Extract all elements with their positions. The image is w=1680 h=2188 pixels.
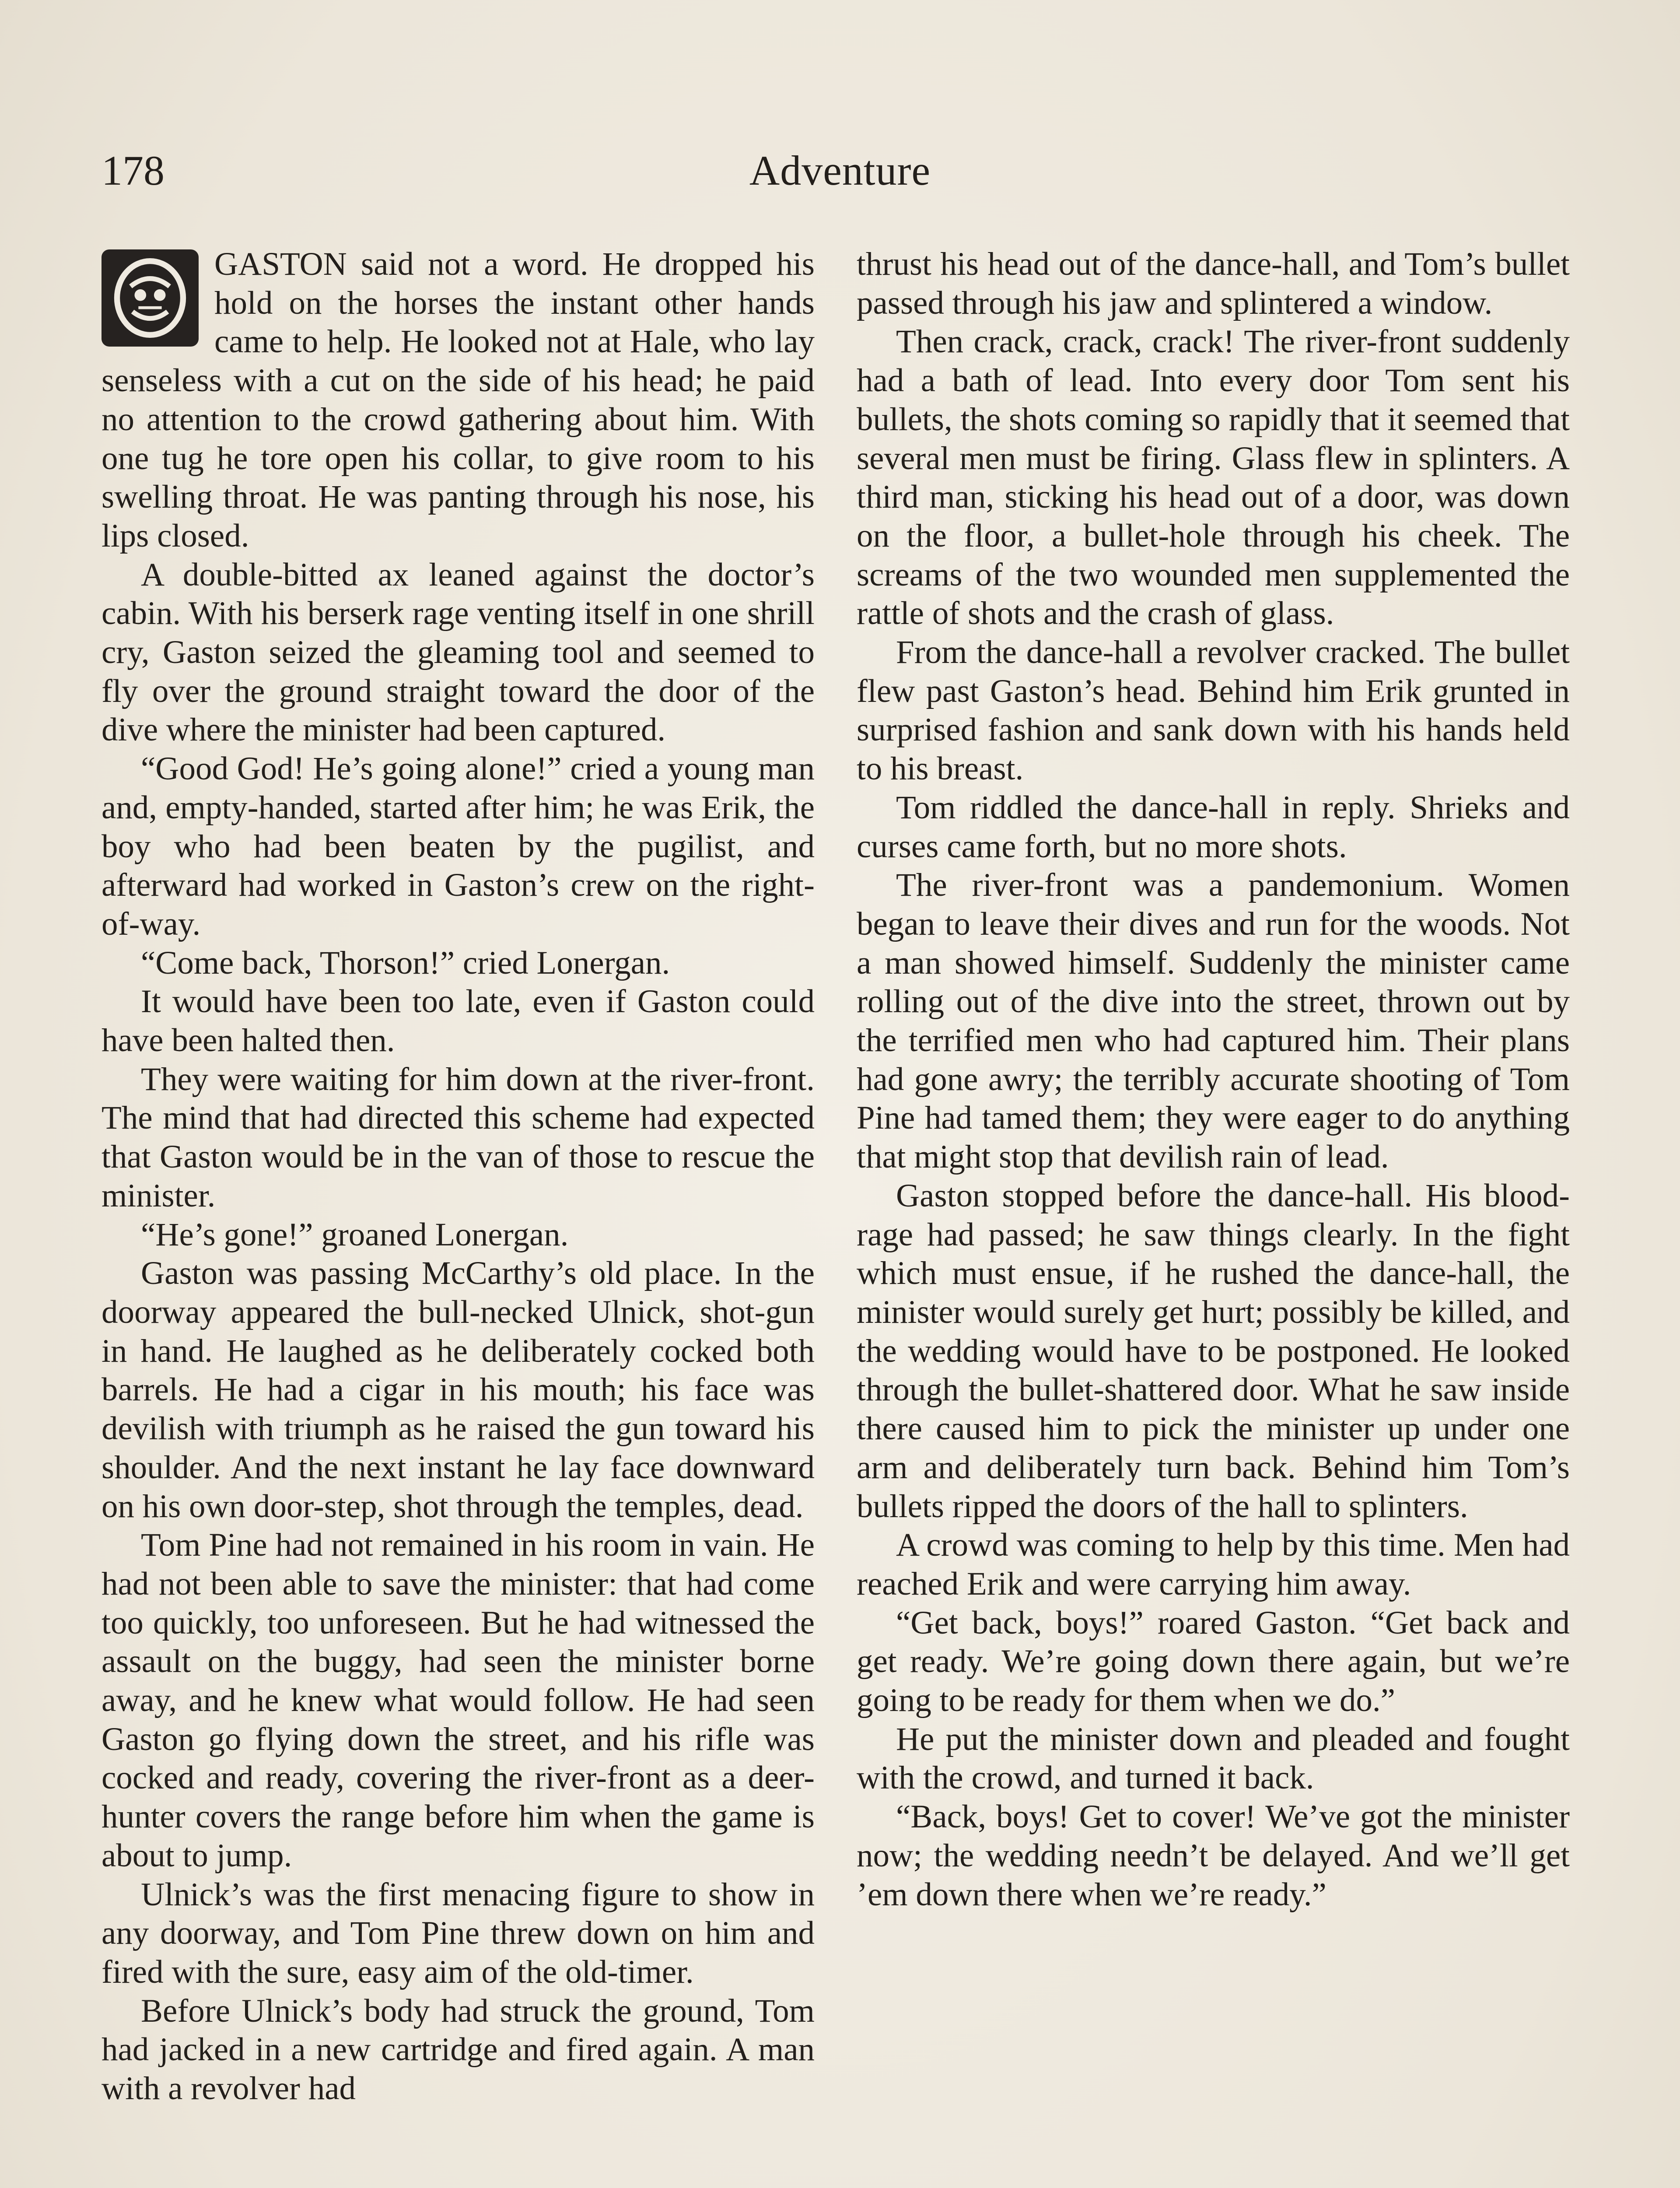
paragraph: Gaston stopped before the dance-hall. His blood-rage had passed; he saw things clearly. In the fight which must ensue, if he rushed the dance-hall, the minister would surely get hurt; possibly be killed, and the wedding would have to be postponed. He looked through the bullet-shattered door. What he saw inside there caused him to pick the minister up under one arm and deliberately turn back. Behind him Tom’s bullets ripped the doors of the hall to splinters. <box>857 1177 1570 1525</box>
paragraph: A double-bitted ax leaned against the doctor’s cabin. With his berserk rage venting itself in one shrill cry, Gaston seized the gleaming tool and seemed to fly over the ground straight toward the door of the dive where the minister had been captured. <box>102 556 815 748</box>
paragraph: thrust his head out of the dance-hall, and Tom’s bullet passed through his jaw and splintered a window. <box>857 246 1570 321</box>
paragraph: Gaston was passing McCarthy’s old place. In the doorway appeared the bull-necked Ulnick, shot-gun in hand. He laughed as he deliberately cocked both barrels. He had a cigar in his mouth; his face was devilish with triumph as he raised the gun toward his shoulder. And the next instant he lay face downward on his own door-step, shot through the temples, dead. <box>102 1255 815 1525</box>
paragraph: “He’s gone!” groaned Lonergan. <box>141 1216 569 1253</box>
paragraph: They were waiting for him down at the river-front. The mind that had directed this scheme had expected that Gaston would be in the van of those to rescue the minister. <box>102 1061 815 1214</box>
paragraph: Ulnick’s was the first menacing figure to show in any doorway, and Tom Pine threw down on him and fired with the sure, easy aim of the old-timer. <box>102 1876 815 1990</box>
left-column <box>102 245 815 2108</box>
paragraph: Then crack, crack, crack! The river-front suddenly had a bath of lead. Into every door Tom sent his bullets, the shots coming so rapidly that it seemed that several men must be firing. Glass flew in splinters. A third man, sticking his head out of a door, was down on the floor, a bullet-hole through his cheek. The screams of the two wounded men supplemented the rattle of shots and the crash of glass. <box>857 323 1570 632</box>
paragraph: A crowd was coming to help by this time. Men had reached Erik and were carrying him away. <box>857 1527 1570 1602</box>
page-number: 178 <box>102 147 164 194</box>
page-header <box>102 140 1578 201</box>
paragraph: The river-front was a pandemonium. Women began to leave their dives and run for the woods. Not a man showed himself. Suddenly the minister came rolling out of the dive into the street, thrown out by the terrified men who had captured him. Their plans had gone awry; the terribly accurate shooting of Tom Pine had tamed them; they were eager to do anything that might stop that devilish rain of lead. <box>857 867 1570 1175</box>
decorative-initial-o-icon <box>102 249 199 347</box>
running-title: Adventure <box>749 147 931 194</box>
paragraph: “Come back, Thorson!” cried Lonergan. <box>141 944 670 981</box>
paragraph: “Good God! He’s going alone!” cried a young man and, empty-handed, started after him; he was Erik, the boy who had been beaten by the pugilist, and afterward had worked in Gaston’s crew on the right-of-way. <box>102 750 815 942</box>
paragraph: “Back, boys! Get to cover! We’ve got the minister now; the wedding needn’t be delayed. And we’ll get ’em down there when we’re ready.” <box>857 1799 1570 1913</box>
paragraph: From the dance-hall a revolver cracked. The bullet flew past Gaston’s head. Behind him Erik grunted in surprised fashion and sank down with his hands held to his breast. <box>857 634 1570 787</box>
paragraph: It would have been too late, even if Gaston could have been halted then. <box>102 983 815 1059</box>
paragraph: Tom riddled the dance-hall in reply. Shrieks and curses came forth, but no more shots. <box>857 789 1570 865</box>
paragraph: He put the minister down and pleaded and fought with the crowd, and turned it back. <box>857 1721 1570 1796</box>
paragraph: GASTON said not a word. He dropped his hold on the horses the instant other hands came to help. He looked not at Hale, who lay senseless with a cut on the side of his head; he paid no attention to the crowd gathering about him. With one tug he tore open his collar, to give room to his swelling throat. He was panting through his nose, his lips closed. <box>102 246 815 554</box>
paragraph: Before Ulnick’s body had struck the ground, Tom had jacked in a new cartridge and fired again. A man with a revolver had <box>102 1992 815 2107</box>
paragraph: “Get back, boys!” roared Gaston. “Get back and get ready. We’re going down there again, but we’re going to be ready for them when we do.” <box>857 1604 1570 1719</box>
right-column <box>857 245 1570 1914</box>
paragraph: Tom Pine had not remained in his room in vain. He had not been able to save the minister: that had come too quickly, too unforeseen. But he had witnessed the assault on the buggy, had seen the minister borne away, and he knew what would follow. He had seen Gaston go flying down the street, and his rifle was cocked and ready, covering the river-front as a deer-hunter covers the range before him when the game is about to jump. <box>102 1527 815 1874</box>
